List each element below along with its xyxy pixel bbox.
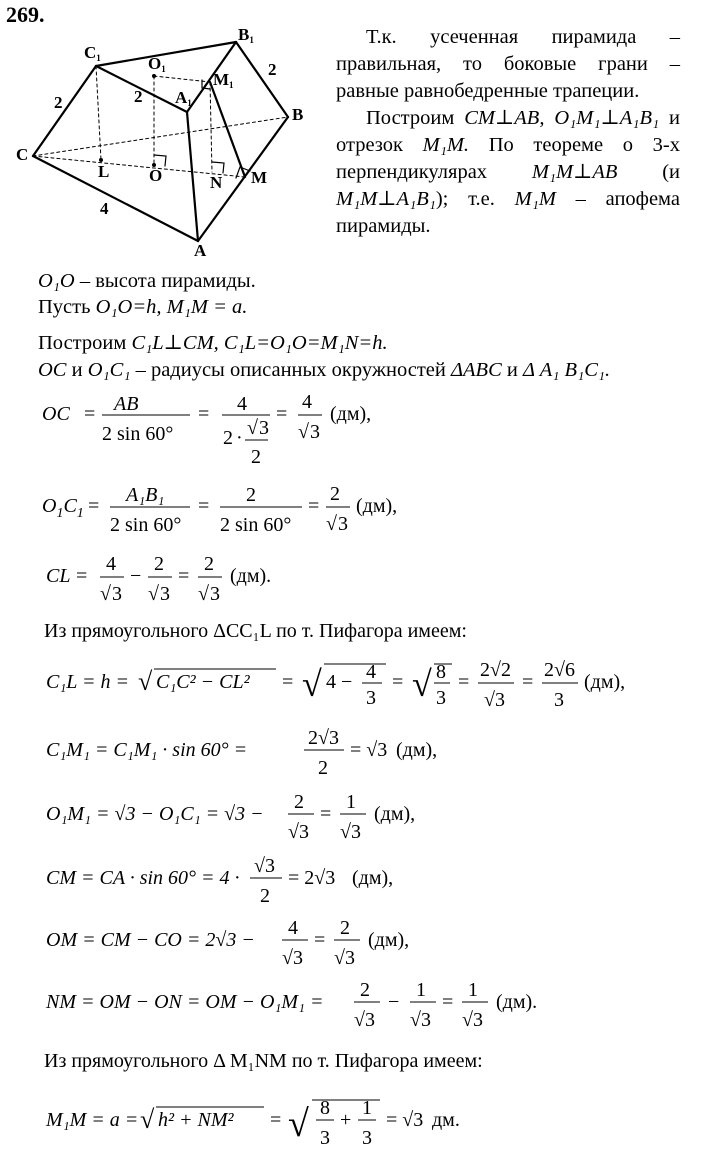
svg-text:CM = CA · sin 60° = 4 ·: CM = CA · sin 60° = 4 ·: [46, 867, 240, 889]
intro-paragraph-2: Построим CM⊥AB, O₁M₁⊥A₁B₁ и отрезок M₁M. По теореме о 3-х перпендикулярах M₁M⊥AB (и M₁M⊥A₁B₁); т.е. M₁M – апофема пирамиды.: [336, 107, 681, 237]
line-pythagoras-1: Из прямоугольного ΔCC₁L по т. Пифагора имеем:: [44, 620, 467, 642]
svg-text:=: =: [314, 929, 326, 951]
svg-text:O₁M₁ = √3 − O₁C₁ = √3 −: O₁M₁ = √3 − O₁C₁ = √3 −: [46, 803, 264, 825]
svg-text:C₁C² − CL²: C₁C² − CL²: [156, 671, 250, 693]
svg-text:3: 3: [362, 1127, 372, 1149]
formula-nm: [40, 976, 600, 1036]
svg-text:=: =: [276, 403, 288, 425]
svg-text:√3: √3: [410, 1009, 431, 1031]
svg-text:AB: AB: [114, 393, 139, 415]
svg-text:= 2√3: = 2√3: [288, 867, 336, 889]
svg-text:(дм),: (дм),: [396, 739, 438, 761]
svg-text:(дм),: (дм),: [368, 929, 410, 951]
line-let: Пусть O₁O=h, M₁M = a.: [38, 296, 248, 318]
svg-text:(дм),: (дм),: [584, 671, 626, 693]
svg-text:CL: CL: [46, 565, 71, 587]
svg-text:2: 2: [204, 553, 214, 575]
formula-om: [40, 914, 460, 974]
svg-text:√: √: [302, 664, 322, 704]
formula-cl: [40, 552, 340, 612]
svg-text:2: 2: [154, 553, 164, 575]
svg-text:√: √: [298, 421, 309, 443]
formula-cm: [40, 852, 460, 912]
formula-o1c1: [40, 480, 420, 540]
svg-text:√3: √3: [340, 821, 361, 843]
svg-text:2 sin 60°: 2 sin 60°: [110, 514, 182, 536]
line-construct: Построим C₁L⊥CM, C₁L=O₁O=M₁N=h.: [38, 332, 388, 354]
svg-text:1: 1: [362, 1097, 372, 1119]
svg-text:=: =: [282, 671, 294, 693]
svg-text:1: 1: [468, 979, 478, 1001]
svg-text:=: =: [198, 495, 210, 517]
label-b: B: [292, 105, 304, 124]
svg-text:=: =: [178, 565, 190, 587]
svg-text:1: 1: [416, 979, 426, 1001]
right-angle-n: [212, 162, 224, 173]
formula-o1m1: [40, 788, 460, 848]
edge-c-c1: [33, 66, 96, 156]
svg-text:+: +: [340, 1109, 352, 1131]
svg-text:=: =: [522, 671, 534, 693]
svg-text:=: =: [198, 403, 210, 425]
dash-m1-n: [210, 82, 212, 172]
svg-text:(дм),: (дм),: [356, 495, 398, 517]
svg-text:OC: OC: [42, 403, 70, 425]
svg-text:=: =: [308, 495, 320, 517]
svg-text:√: √: [326, 513, 337, 535]
svg-text:(дм),: (дм),: [374, 803, 416, 825]
svg-text:√3: √3: [354, 1009, 375, 1031]
svg-text:4: 4: [288, 917, 298, 939]
svg-text:√: √: [148, 583, 159, 605]
svg-text:=: =: [88, 495, 100, 517]
svg-text:=: =: [76, 565, 88, 587]
svg-text:√3: √3: [282, 947, 303, 969]
svg-text:2 sin 60°: 2 sin 60°: [102, 423, 174, 445]
label-l: L: [98, 162, 110, 181]
svg-text:8: 8: [320, 1097, 330, 1119]
intro-text: [336, 24, 680, 240]
svg-text:(дм).: (дм).: [496, 991, 538, 1013]
svg-text:=: =: [392, 671, 404, 693]
svg-text:2 sin 60°: 2 sin 60°: [220, 514, 292, 536]
svg-text:√: √: [198, 583, 209, 605]
formula-m1m: [40, 1084, 500, 1158]
edge-c1-b1: [96, 42, 236, 66]
svg-text:=: =: [442, 991, 454, 1013]
dash-c-b: [33, 117, 288, 156]
svg-text:−: −: [388, 991, 400, 1013]
svg-text:√: √: [247, 417, 258, 439]
label-c: C: [16, 145, 29, 164]
svg-text:√: √: [140, 1105, 155, 1134]
svg-text:M₁M = a =: M₁M = a =: [46, 1109, 139, 1131]
label-len-c1o1: 2: [134, 87, 143, 106]
svg-text:3: 3: [554, 689, 564, 711]
svg-text:C₁L = h =: C₁L = h =: [46, 671, 130, 693]
label-a: A: [194, 241, 207, 260]
svg-text:√3: √3: [254, 855, 275, 877]
label-n: N: [210, 173, 223, 192]
svg-text:= √3: = √3: [386, 1109, 424, 1131]
label-o: O: [149, 166, 163, 185]
label-m1: M1: [213, 70, 234, 90]
svg-text:2: 2: [340, 917, 350, 939]
svg-text:=: =: [320, 803, 332, 825]
intro-paragraph-1: Т.к. усеченная пирамида – правильная, то боковые грани – равные равнобедренные трапеции.: [336, 26, 680, 102]
label-len-cc1: 2: [54, 93, 63, 112]
svg-text:=: =: [270, 1109, 282, 1131]
label-len-ca: 4: [100, 199, 109, 218]
svg-text:2√6: 2√6: [544, 659, 575, 681]
svg-text:C₁M₁ = C₁M₁ · sin 60° =: C₁M₁ = C₁M₁ · sin 60° =: [46, 739, 248, 761]
formula-oc: [40, 388, 400, 478]
svg-text:3: 3: [436, 687, 446, 709]
svg-text:4: 4: [106, 553, 116, 575]
svg-text:2: 2: [330, 483, 340, 505]
line-radii: OC и O₁C₁ – радиусы описанных окружностей ΔABC и Δ A₁ B₁C₁.: [38, 359, 611, 381]
point-o1: [152, 74, 156, 78]
svg-text:√: √: [288, 1103, 309, 1145]
svg-text:·: ·: [236, 427, 243, 449]
svg-text:√3: √3: [334, 947, 355, 969]
svg-text:√3: √3: [484, 689, 505, 711]
formula-c1l: [40, 650, 626, 720]
svg-text:2: 2: [360, 979, 370, 1001]
svg-text:(дм),: (дм),: [330, 403, 372, 425]
label-c1: C1: [84, 43, 101, 63]
line-pythagoras-2: Из прямоугольного Δ M₁NM по т. Пифагора имеем:: [44, 1050, 483, 1072]
svg-text:2: 2: [318, 757, 328, 779]
svg-text:2√2: 2√2: [480, 659, 511, 681]
svg-text:A₁B₁: A₁B₁: [126, 484, 165, 506]
svg-text:h² + NM²: h² + NM²: [158, 1109, 234, 1131]
svg-text:= √3: = √3: [350, 739, 388, 761]
svg-text:8: 8: [436, 661, 446, 683]
label-o1: O1: [148, 54, 166, 74]
svg-text:2√3: 2√3: [308, 727, 339, 749]
svg-text:(дм).: (дм).: [230, 565, 272, 587]
svg-text:3: 3: [310, 421, 320, 443]
label-a1: A1: [175, 88, 192, 108]
label-len-bb1: 2: [268, 60, 277, 79]
svg-text:1: 1: [346, 791, 356, 813]
svg-text:=: =: [84, 403, 96, 425]
svg-text:3: 3: [112, 583, 122, 605]
svg-text:√: √: [138, 667, 153, 696]
svg-text:3: 3: [160, 583, 170, 605]
svg-text:4 −: 4 −: [326, 671, 353, 693]
svg-text:3: 3: [366, 687, 376, 709]
svg-text:−: −: [130, 565, 142, 587]
svg-text:√3: √3: [462, 1009, 483, 1031]
pyramid-figure: [0, 22, 320, 262]
label-b1: B1: [238, 25, 254, 45]
svg-text:2: 2: [294, 791, 304, 813]
svg-text:=: =: [458, 671, 470, 693]
label-m: M: [251, 168, 268, 187]
svg-text:дм.: дм.: [432, 1109, 460, 1131]
svg-text:OM = CM − CO = 2√3 −: OM = CM − CO = 2√3 −: [46, 929, 255, 951]
svg-text:4: 4: [237, 393, 247, 415]
svg-text:2: 2: [251, 446, 261, 468]
svg-text:2: 2: [246, 484, 256, 506]
svg-text:2: 2: [223, 427, 233, 449]
svg-text:2: 2: [260, 885, 270, 907]
svg-text:3: 3: [210, 583, 220, 605]
svg-text:√: √: [100, 583, 111, 605]
svg-text:O1C1: $O_1C_1$: [42, 495, 84, 521]
svg-text:3: 3: [338, 513, 348, 535]
problem-number: 269.: [6, 2, 45, 27]
svg-text:4: 4: [366, 661, 376, 683]
svg-text:3: 3: [259, 417, 269, 439]
edge-c-a: [33, 156, 198, 241]
svg-text:NM = OM − ON = OM − O₁M₁ =: NM = OM − ON = OM − O₁M₁ =: [46, 991, 324, 1013]
edge-b1-b: [236, 42, 288, 117]
line-height-def: O₁O – высота пирамиды.: [38, 270, 256, 292]
svg-text:√: √: [412, 664, 432, 704]
svg-text:√3: √3: [288, 821, 309, 843]
formula-c1m1: [40, 724, 460, 784]
svg-text:3: 3: [320, 1127, 330, 1149]
svg-text:4: 4: [302, 391, 312, 413]
svg-text:(дм),: (дм),: [352, 867, 394, 889]
